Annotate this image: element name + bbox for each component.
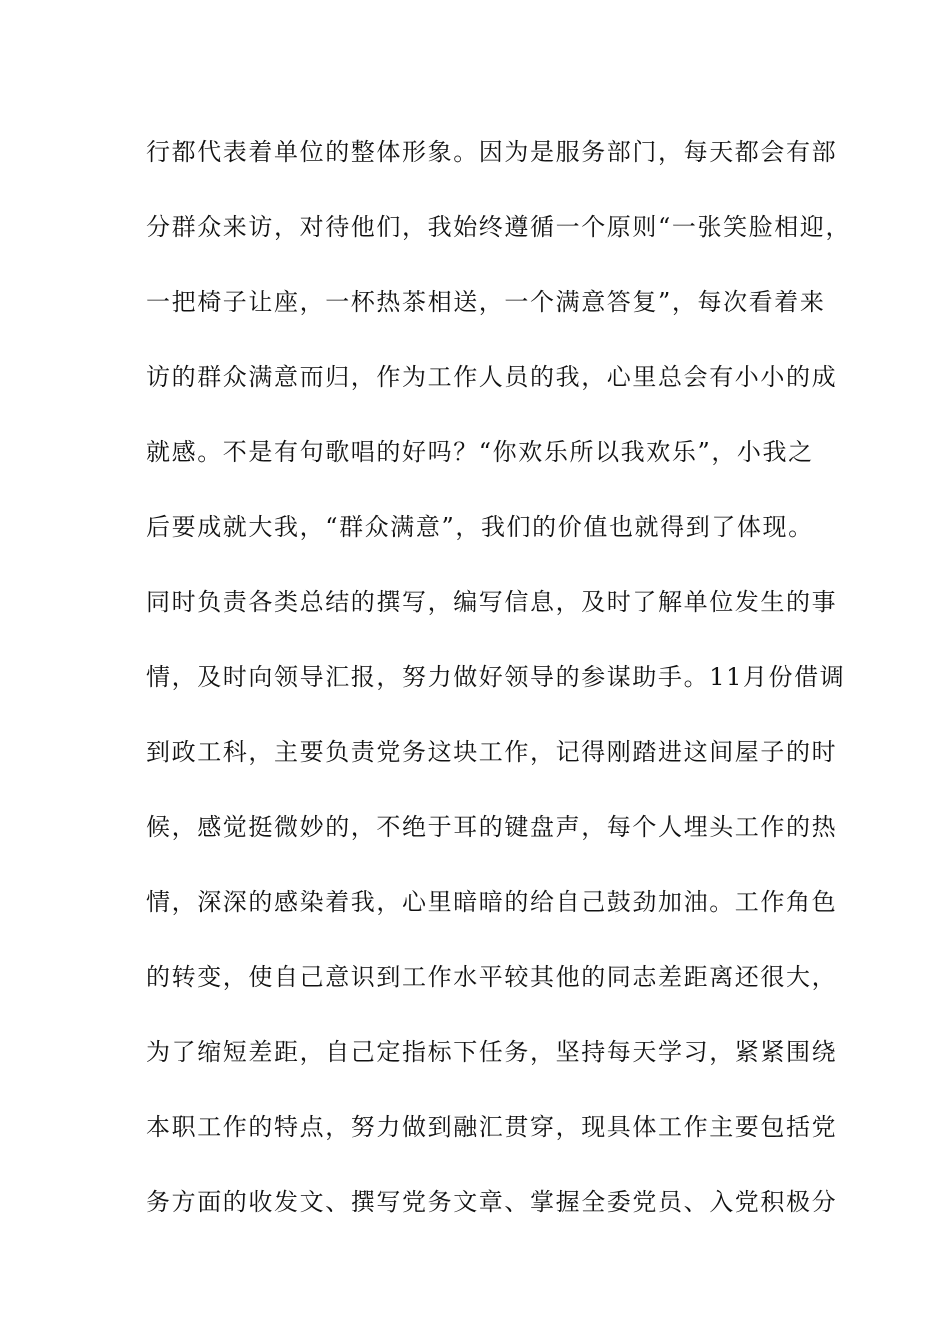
text-line: 本职工作的特点，努力做到融汇贯穿，现具体工作主要包括党 [146, 1113, 838, 1141]
text-line: 务方面的收发文、撰写党务文章、掌握全委党员、入党积极分 [146, 1188, 838, 1216]
text-line: 为了缩短差距，自己定指标下任务，坚持每天学习，紧紧围绕 [146, 1038, 838, 1066]
text-line: 同时负责各类总结的撰写，编写信息，及时了解单位发生的事 [146, 588, 838, 616]
text-line: 分群众来访，对待他们，我始终遵循一个原则“一张笑脸相迎， [146, 213, 852, 241]
text-line: 行都代表着单位的整体形象。因为是服务部门，每天都会有部 [146, 138, 838, 166]
text-line: 一把椅子让座，一杯热茶相送，一个满意答复”，每次看着来 [146, 288, 826, 316]
text-line: 情，及时向领导汇报，努力做好领导的参谋助手。11月份借调 [146, 663, 846, 691]
text-line: 访的群众满意而归，作为工作人员的我，心里总会有小小的成 [146, 363, 838, 391]
body-text [146, 132, 852, 1257]
text-line: 就感。不是有句歌唱的好吗？“你欢乐所以我欢乐”，小我之 [146, 438, 814, 466]
text-line: 到政工科，主要负责党务这块工作，记得刚踏进这间屋子的时 [146, 738, 838, 766]
text-line: 的转变，使自己意识到工作水平较其他的同志差距离还很大， [146, 963, 838, 991]
text-line: 情，深深的感染着我，心里暗暗的给自己鼓劲加油。工作角色 [146, 888, 838, 916]
text-line: 后要成就大我，“群众满意”，我们的价值也就得到了体现。 [146, 513, 814, 541]
text-line: 候，感觉挺微妙的，不绝于耳的键盘声，每个人埋头工作的热 [146, 813, 838, 841]
